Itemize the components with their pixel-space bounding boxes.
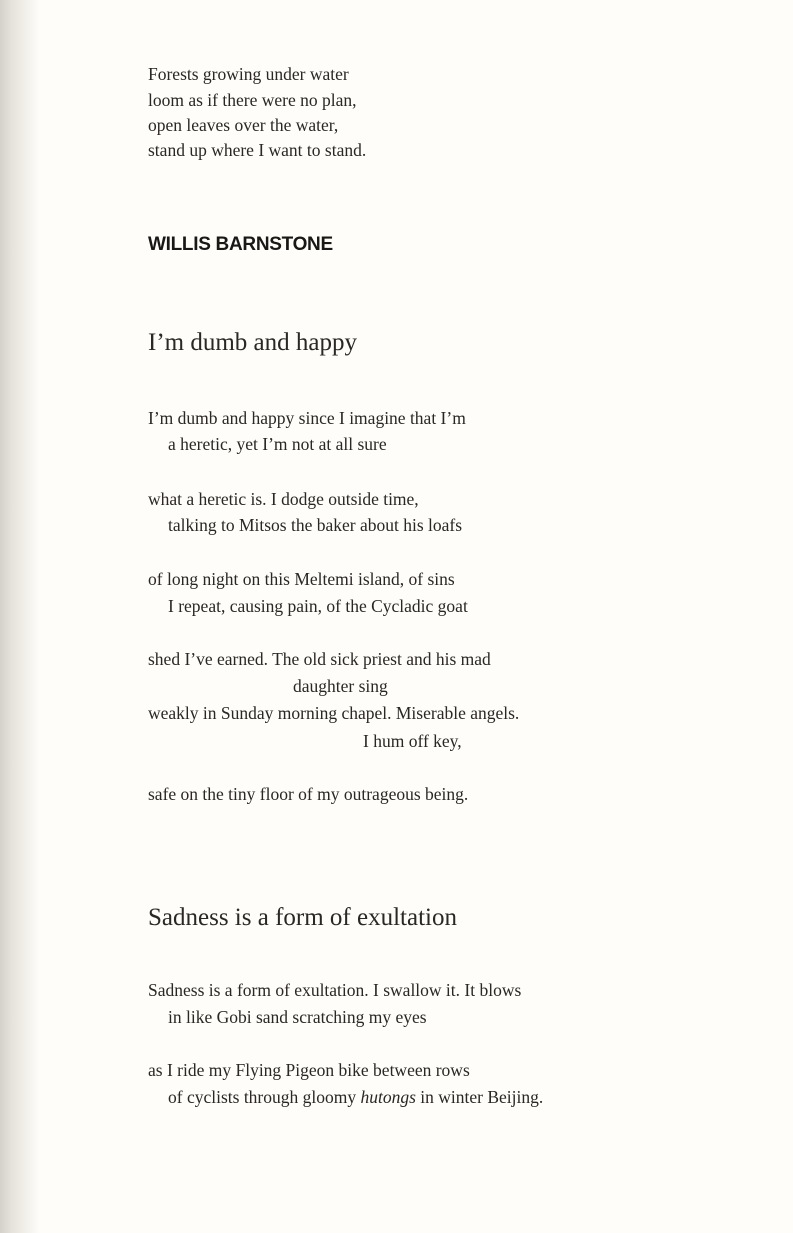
poem-line: daughter sing	[293, 676, 388, 696]
poem-line-text: of cyclists through gloomy	[168, 1087, 361, 1107]
poem-line: a heretic, yet I’m not at all sure	[168, 434, 387, 454]
poem-line: weakly in Sunday morning chapel. Miserable angels.	[148, 703, 520, 723]
poem-line: what a heretic is. I dodge outside time,	[148, 489, 419, 509]
poem-line: in like Gobi sand scratching my eyes	[168, 1007, 427, 1027]
poem-line: of long night on this Meltemi island, of sins	[148, 569, 455, 589]
poem-line: I hum off key,	[363, 731, 462, 751]
author-name: WILLIS BARNSTONE	[148, 234, 333, 255]
poem-title-sadness: Sadness is a form of exultation	[148, 904, 457, 931]
poem-line: Sadness is a form of exultation. I swallow it. It blows	[148, 980, 522, 1000]
poem-line: Forests growing under water	[148, 64, 349, 84]
poem-line: open leaves over the water,	[148, 115, 339, 135]
poem-line-text: in winter Beijing.	[415, 1087, 544, 1107]
poem-line: I repeat, causing pain, of the Cycladic goat	[168, 596, 468, 616]
poem-line: as I ride my Flying Pigeon bike between rows	[148, 1060, 470, 1080]
italic-word: hutongs	[360, 1087, 416, 1107]
page-gutter-shadow	[0, 0, 40, 1233]
poem-line	[168, 1084, 543, 1110]
poem-line: safe on the tiny floor of my outrageous being.	[148, 784, 469, 804]
poem-line: talking to Mitsos the baker about his loafs	[168, 515, 463, 535]
poem-title-dumb-and-happy: I’m dumb and happy	[148, 329, 357, 356]
poem-line: loom as if there were no plan,	[148, 90, 357, 110]
poem-line: I’m dumb and happy since I imagine that I’m	[148, 408, 466, 428]
poem-line: stand up where I want to stand.	[148, 140, 367, 160]
poem-line: shed I’ve earned. The old sick priest and his mad	[148, 649, 491, 669]
